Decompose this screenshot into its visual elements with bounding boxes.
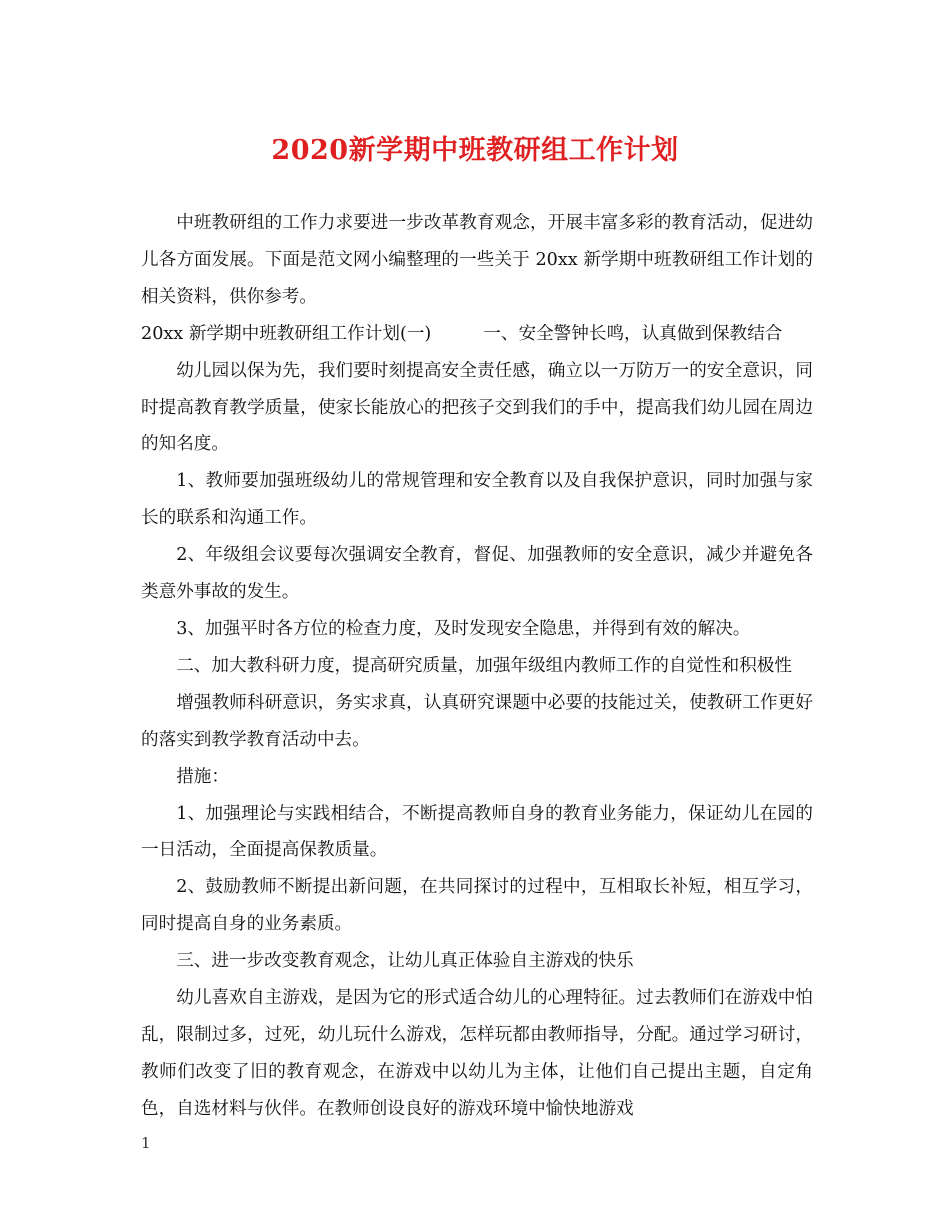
paragraph-item-3: 3、加强平时各方位的检查力度，及时发现安全隐患，并得到有效的解决。 [176,618,751,639]
measure-item-2: 2、鼓励教师不断提出新问题，在共同探讨的过程中，互相取长补短，相互学习，同时提高自身的业务素质。 [141,877,813,935]
measures-label: 措施： [176,766,229,787]
document-title: 2020新学期中班教研组工作计划 [271,135,679,166]
section-heading: 20xx 新学期中班教研组工作计划(一) [141,323,432,344]
measure-item-1: 1、加强理论与实践相结合，不断提高教师自身的教育业务能力，保证幼儿在园的一日活动，全面提高保教质量。 [141,803,813,861]
paragraph-item-2: 2、年级组会议要每次强调安全教育，督促、加强教师的安全意识，减少并避免各类意外事故的发生。 [141,545,813,603]
paragraph-research: 增强教师科研意识，务实求真，认真研究课题中必要的技能过关，使教研工作更好的落实到教学教育活动中去。 [141,692,813,750]
section-subheading: 一、安全警钟长鸣，认真做到保教结合 [483,323,783,344]
paragraph-games: 幼儿喜欢自主游戏，是因为它的形式适合幼儿的心理特征。过去教师们在游戏中怕乱，限制过多，过死，幼儿玩什么游戏，怎样玩都由教师指导，分配。通过学习研讨，教师们改变了旧的教育观念，在游戏中以幼儿为主体，让他们自己提出主题，自定角色，自选材料与伙伴。在教师创设良好的游戏环境中愉快地游戏 [141,988,813,1119]
intro-paragraph: 中班教研组的工作力求要进一步改革教育观念，开展丰富多彩的教育活动，促进幼儿各方面发展。下面是范文网小编整理的一些关于 20xx 新学期中班教研组工作计划的相关资料，供你参考。 [141,213,813,307]
paragraph-item-1: 1、教师要加强班级幼儿的常规管理和安全教育以及自我保护意识，同时加强与家长的联系和沟通工作。 [141,471,813,529]
page-number: 1 [141,1134,151,1152]
section-heading-3: 三、进一步改变教育观念，让幼儿真正体验自主游戏的快乐 [176,951,634,972]
section-heading-2: 二、加大教科研力度，提高研究质量，加强年级组内教师工作的自觉性和积极性 [176,655,792,676]
paragraph-safety: 幼儿园以保为先，我们要时刻提高安全责任感，确立以一万防万一的安全意识，同时提高教育教学质量，使家长能放心的把孩子交到我们的手中，提高我们幼儿园在周边的知名度。 [141,360,813,455]
section-heading-line [141,316,813,353]
document-body [141,205,813,1128]
